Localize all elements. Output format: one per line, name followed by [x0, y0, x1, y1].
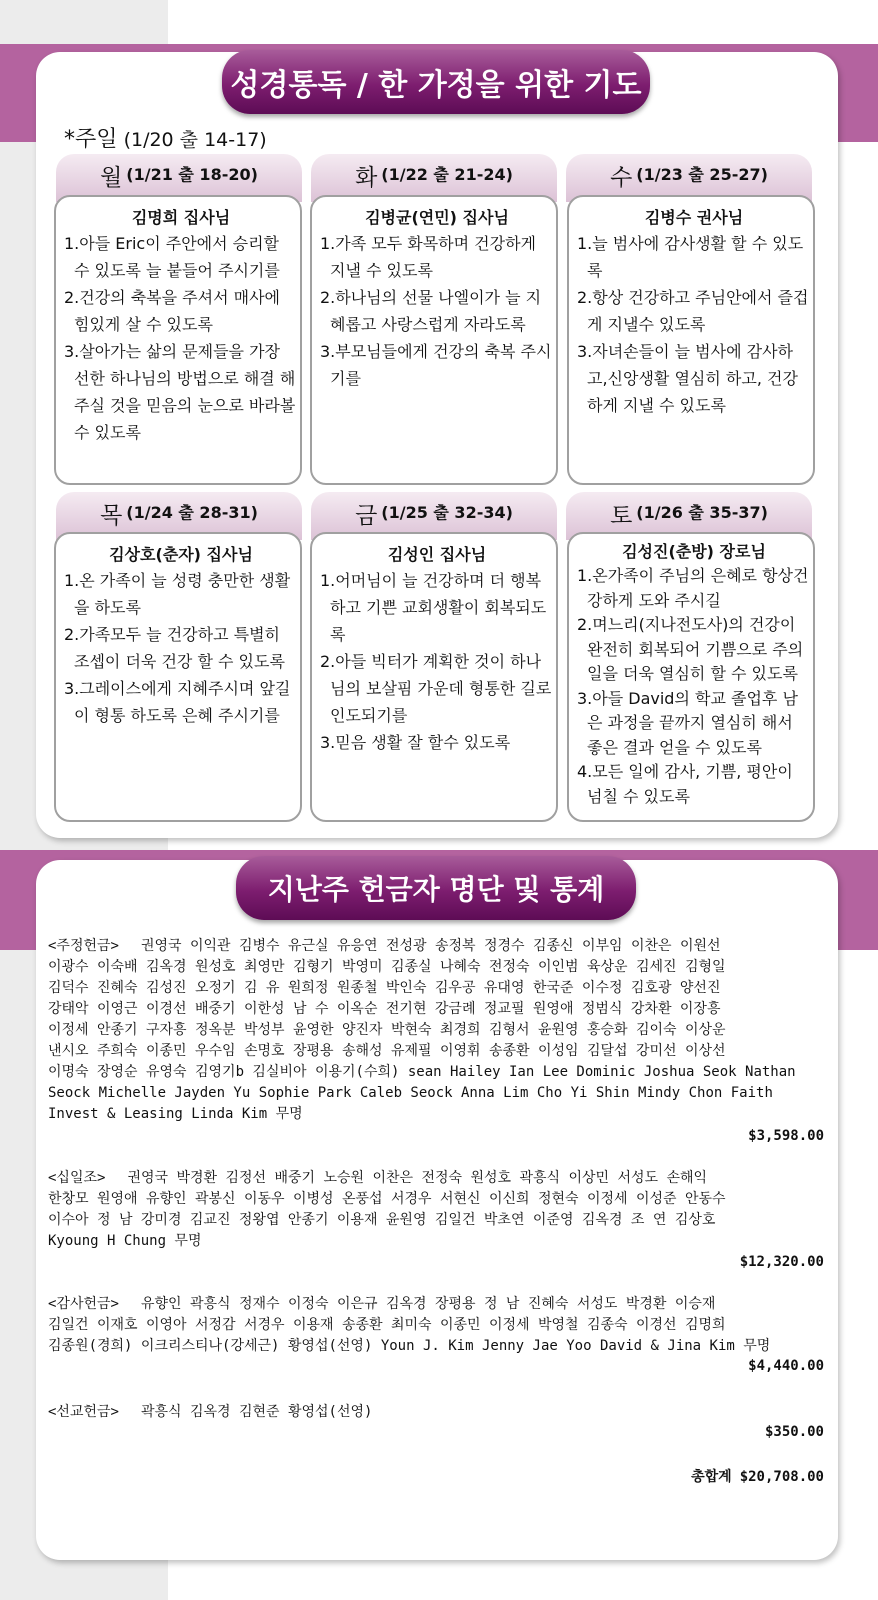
offering-line: 김종원(경희) 이크리스티나(강세근) 황영섭(선영) Youn J. Kim Jenny Jae Yoo David & Jina Kim 무명 — [48, 1338, 771, 1354]
offering-line: <감사헌금> 유향인 곽흥식 정재수 이정숙 이은규 김옥경 장평용 정 남 진혜숙 서성도 박경환 이승재 — [48, 1296, 716, 1312]
total-amount: $20,708.00 — [739, 1469, 824, 1485]
day-name: 금 — [355, 503, 378, 529]
sunday-label: *주일 — [64, 127, 118, 152]
offering-mission — [48, 1402, 828, 1423]
prayer-item: 1.온가족이 주님의 은혜로 항상건강하게 도와 주시길 — [577, 566, 809, 610]
prayer-item: 1.어머님이 늘 건강하며 더 행복하고 기쁜 교회생활이 회복되도록 — [320, 571, 547, 644]
offering-category: <선교헌금> — [48, 1404, 119, 1420]
day-name: 화 — [355, 165, 378, 191]
family-name: 김병수 권사님 — [644, 208, 744, 227]
offering-total — [424, 1466, 824, 1486]
offering-line: 이수아 정 남 강미경 김교진 정왕엽 안종기 이용재 윤원영 김일건 박초연 이준영 김옥경 조 연 김상호 — [48, 1212, 716, 1228]
offering-line: <선교헌금> 곽흥식 김옥경 김현준 황영섭(선영) — [48, 1404, 373, 1420]
offering-category: <주정헌금> — [48, 938, 119, 954]
day-reading: (1/21 출 18-20) — [126, 165, 258, 184]
sunday-reading — [64, 122, 267, 153]
day-reading: (1/25 출 32-34) — [381, 503, 513, 522]
sunday-reading-range: (1/20 출 14-17) — [123, 129, 267, 151]
offering-line: 강태악 이영근 이경선 배중기 이한성 남 수 이옥순 전기현 강금례 정교필 원영애 정범식 강차환 이장흥 — [48, 1001, 721, 1017]
offering-amount: $4,440.00 — [748, 1358, 824, 1374]
prayer-item: 2.며느리(지나전도사)의 건강이 완전히 회복되어 기쁨으로 주의일을 더욱 열심히 할 수 있도록 — [577, 615, 804, 683]
offering-line: <주정헌금> 권영국 이익관 김병수 유근실 유응연 전성광 송정복 정경수 김종신 이부임 이찬은 이원선 — [48, 938, 721, 954]
prayer-item: 4.모든 일에 감사, 기쁨, 평안이 넘칠 수 있도록 — [577, 762, 798, 806]
day-reading: (1/26 출 35-37) — [636, 503, 768, 522]
prayer-card-tue — [310, 195, 558, 485]
prayer-item: 2.항상 건강하고 주님안에서 즐겁게 지낼수 있도록 — [577, 288, 809, 334]
day-name: 수 — [610, 165, 633, 191]
offering-line: 이광수 이숙배 김옥경 원성호 최영만 김형기 박영미 김종실 나혜숙 전정숙 이인범 육상운 김세진 김형일 — [48, 959, 726, 975]
prayer-item: 1.온 가족이 늘 성령 충만한 생활을 하도록 — [64, 571, 291, 617]
prayer-item: 3.부모님들에게 건강의 축복 주시기를 — [320, 342, 552, 388]
offering-line: Kyoung H Chung 무명 — [48, 1233, 202, 1249]
offering-line: 한창모 원영애 유향인 곽봉신 이동우 이병성 온풍섭 서경우 서현신 이신희 정현숙 이정세 이성준 안동수 — [48, 1191, 726, 1207]
offering-weekly — [48, 936, 828, 1125]
family-name: 김병균(연민) 집사님 — [365, 208, 509, 227]
prayer-item: 3.믿음 생활 잘 할수 있도록 — [320, 733, 511, 752]
family-name: 김상호(춘자) 집사님 — [109, 545, 253, 564]
prayer-item: 1.늘 범사에 감사생활 할 수 있도록 — [577, 234, 804, 280]
offering-title: 지난주 헌금자 명단 및 통계 — [236, 856, 636, 920]
offering-tithe — [48, 1168, 828, 1252]
family-name: 김명희 집사님 — [131, 208, 231, 227]
bible-reading-title: 성경통독 / 한 가정을 위한 기도 — [222, 50, 650, 114]
prayer-card-fri — [310, 532, 558, 822]
day-name: 토 — [610, 503, 633, 529]
prayer-item: 3.자녀손들이 늘 범사에 감사하고,신앙생활 열심히 하고, 건강하게 지낼 수 있도록 — [577, 342, 798, 415]
offering-category: <감사헌금> — [48, 1296, 119, 1312]
prayer-item: 3.살아가는 삶의 문제들을 가장 선한 하나님의 방법으로 해결 해 주실 것을 믿음의 눈으로 바라볼 수 있도록 — [64, 342, 301, 442]
offering-amount: $3,598.00 — [748, 1128, 824, 1144]
prayer-item: 1.아들 Eric이 주안에서 승리할 수 있도록 늘 붙들어 주시기를 — [64, 234, 285, 280]
offering-line: 김덕수 진혜숙 김성진 오정기 김 유 원희정 원종철 박인숙 김우공 유대영 한국준 이수정 김호광 양선진 — [48, 980, 721, 996]
offering-line: 이정세 안종기 구자흥 정옥분 박성부 윤영한 양진자 박현숙 최경희 김형서 윤원영 홍승화 김이숙 이상운 — [48, 1022, 726, 1038]
family-name: 김성인 집사님 — [387, 545, 487, 564]
prayer-item: 2.가족모두 늘 건강하고 특별히 조셉이 더욱 건강 할 수 있도록 — [64, 625, 286, 671]
prayer-item: 1.가족 모두 화목하며 건강하게 지낼 수 있도록 — [320, 234, 542, 280]
prayer-card-wed — [567, 195, 815, 485]
day-reading: (1/22 출 21-24) — [381, 165, 513, 184]
offering-line: 이명숙 장영순 유영숙 김영기b 김실비아 이용기(수희) sean Hailey Ian Lee Dominic Joshua Seok Nathan — [48, 1064, 796, 1080]
prayer-card-mon — [54, 195, 302, 485]
prayer-card-sat — [567, 532, 815, 822]
offering-amount: $12,320.00 — [739, 1254, 824, 1270]
offering-thanks — [48, 1294, 828, 1357]
offering-line: Invest & Leasing Linda Kim 무명 — [48, 1106, 303, 1122]
family-name: 김성진(춘방) 장로님 — [622, 542, 766, 561]
offering-amount: $350.00 — [764, 1424, 824, 1440]
offering-line: 낸시오 주희숙 이종민 우수임 손명호 장평용 송해성 유제필 이영휘 송종환 이성임 김달섭 강미선 이상선 — [48, 1043, 726, 1059]
prayer-card-thu — [54, 532, 302, 822]
prayer-item: 3.아들 David의 학교 졸업후 남은 과정을 끝까지 열심히 해서 좋은 결과 얻을 수 있도록 — [577, 688, 798, 757]
day-reading: (1/23 출 25-27) — [636, 165, 768, 184]
offering-category: <십일조> — [48, 1170, 106, 1186]
total-label: 총합계 — [691, 1469, 732, 1485]
offering-line: <십일조> 권영국 박경환 김정선 배중기 노승원 이찬은 전정숙 원성호 곽흥식 이상민 서성도 손해익 — [48, 1170, 708, 1186]
day-name: 목 — [100, 503, 123, 529]
day-name: 월 — [100, 165, 123, 191]
prayer-item: 2.건강의 축복을 주셔서 매사에 힘있게 살 수 있도록 — [64, 288, 286, 334]
prayer-item: 3.그레이스에게 지혜주시며 앞길이 형통 하도록 은혜 주시기를 — [64, 679, 291, 725]
offering-line: 김일건 이재호 이영아 서정감 서경우 이용재 송종환 최미숙 이종민 이정세 박영철 김종숙 이경선 김명희 — [48, 1317, 726, 1333]
offering-line: Seock Michelle Jayden Yu Sophie Park Caleb Seock Anna Lim Cho Yi Shin Mindy Chon Faith — [48, 1085, 773, 1101]
prayer-item: 2.하나님의 선물 나엘이가 늘 지혜롭고 사랑스럽게 자라도록 — [320, 288, 542, 334]
prayer-item: 2.아들 빅터가 계획한 것이 하나님의 보살핌 가운데 형통한 길로 인도되기를 — [320, 652, 557, 725]
day-reading: (1/24 출 28-31) — [126, 503, 258, 522]
